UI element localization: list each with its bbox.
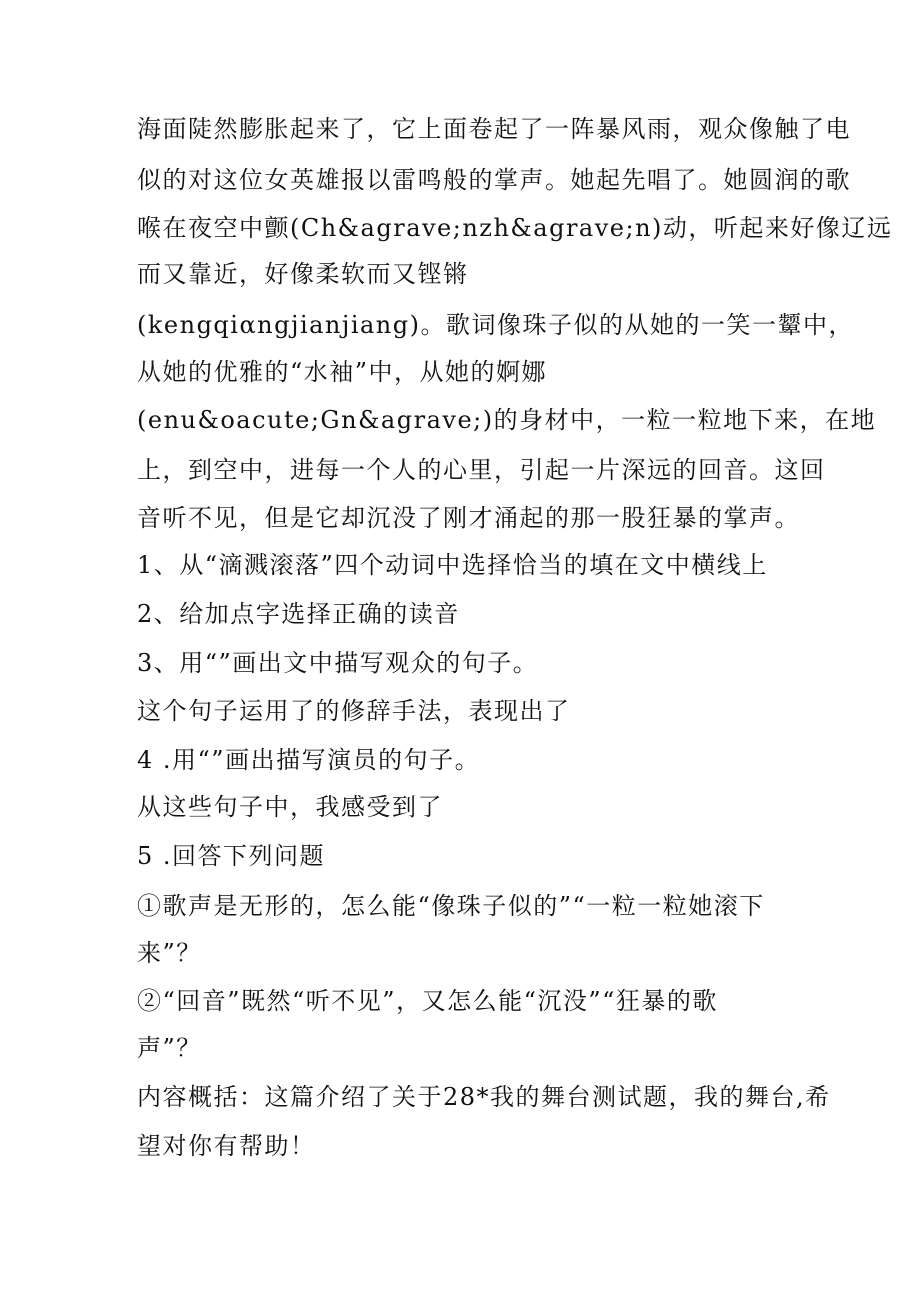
question-1: 1、从“滴溅滚落”四个动词中选择恰当的填在文中横线上 bbox=[137, 551, 768, 579]
question-4: 4 .用“”画出描写演员的句子。 bbox=[137, 746, 481, 774]
question-2: 2、给加点字选择正确的读音 bbox=[137, 600, 460, 628]
question-5: 5 .回答下列问题 bbox=[137, 842, 326, 870]
question-3-answer: 这个句子运用了的修辞手法，表现出了 bbox=[137, 697, 571, 725]
passage-line-1: 海面陡然膨胀起来了，它上面卷起了一阵暴风雨，观众像触了电 bbox=[137, 115, 851, 143]
passage-line-8: 上，到空中，进每一个人的心里，引起一片深远的回音。这回 bbox=[137, 456, 826, 484]
question-3: 3、用“”画出文中描写观众的句子。 bbox=[137, 649, 539, 677]
passage-line-3: 喉在夜空中颤(Ch&agrave;nzh&agrave;n)动，听起来好像辽远 bbox=[137, 214, 893, 242]
passage-line-5: (kengqiαngjianjiang)。歌词像珠子似的从她的一笑一颦中， bbox=[137, 311, 854, 339]
summary-line-2: 望对你有帮助！ bbox=[137, 1132, 316, 1160]
passage-line-6: 从她的优雅的“水袖”中，从她的婀娜 bbox=[137, 358, 548, 386]
question-5-sub-2-line-1: ②“回音”既然“听不见”，又怎么能“沉没”“狂暴的歌 bbox=[137, 987, 718, 1015]
question-4-answer: 从这些句子中，我感受到了 bbox=[137, 793, 443, 821]
question-5-sub-1-line-2: 来”？ bbox=[137, 939, 202, 967]
question-5-sub-2-line-2: 声”？ bbox=[137, 1034, 202, 1062]
passage-line-2: 似的对这位女英雄报以雷鸣般的掌声。她起先唱了。她圆润的歌 bbox=[137, 166, 851, 194]
summary-line-1: 内容概括：这篇介绍了关于28*我的舞台测试题，我的舞台,希 bbox=[137, 1083, 831, 1111]
passage-line-9: 音听不见，但是它却沉没了刚才涌起的那一股狂暴的掌声。 bbox=[137, 504, 800, 532]
passage-line-4: 而又靠近，好像柔软而又铿锵 bbox=[137, 260, 469, 288]
question-5-sub-1-line-1: ①歌声是无形的，怎么能“像珠子似的”“一粒一粒她滚下 bbox=[137, 892, 765, 920]
passage-line-7: (enu&oacute;Gn&agrave;)的身材中，一粒一粒地下来，在地 bbox=[137, 406, 877, 434]
